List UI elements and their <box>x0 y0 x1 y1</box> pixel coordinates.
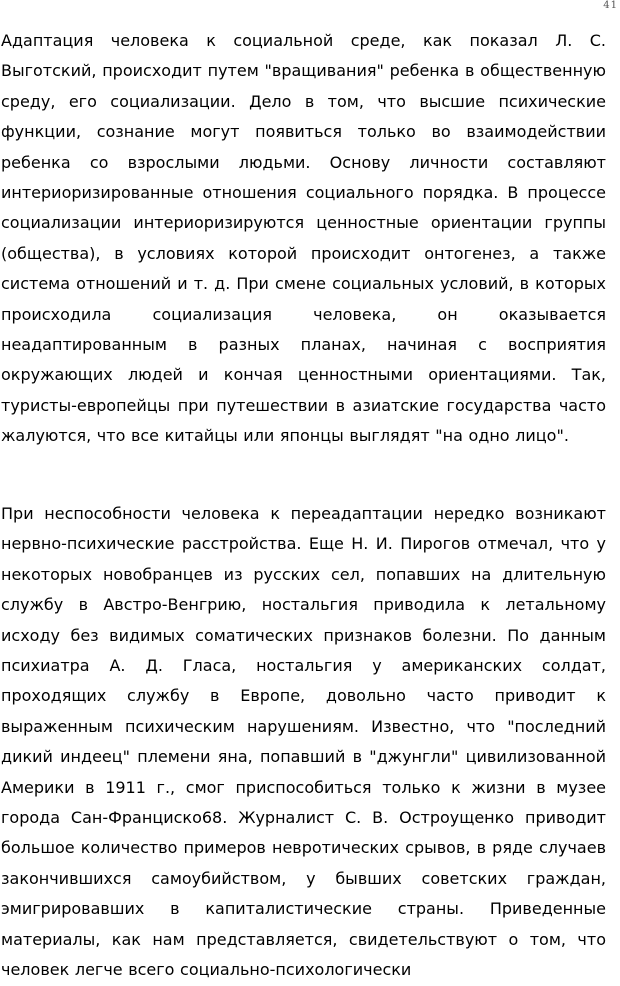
paragraph-adaptation: Адаптация человека к социальной среде, как показал Л. С. Выготский, происходит путем "вращивания" ребенка в общественную среду, его социализации. Дело в том, что высшие психические функции, сознание могут появиться только во взаимодействии ребенка со взрослыми людьми. Основу личности составляют интериоризированные отношения социального порядка. В процессе социализации интериоризируются ценностные ориентации группы (общества), в условиях которой происходит онтогенез, а также система отношений и т. д. При смене социальных условий, в которых происходила социализация человека, он оказывается неадаптированным в разных планах, начиная с восприятия окружающих людей и кончая ценностными ориентациями. Так, туристы-европейцы при путешествии в азиатские государства часто жалуются, что все китайцы или японцы выглядят "на одно лицо". <box>1 31 606 446</box>
paragraph-readaptation: При неспособности человека к переадаптации нередко возникают нервно-психические расстройства. Еще Н. И. Пирогов отмечал, что у некоторых новобранцев из русских сел, попавших на длительную службу в Австро-Венгрию, ностальгия приводила к летальному исходу без видимых соматических признаков болезни. По данным психиатра А. Д. Гласа, ностальгия у американских солдат, проходящих службу в Европе, довольно часто приводит к выраженным психическим нарушениям. Известно, что "последний дикий индеец" племени яна, попавший в "джунгли" цивилизованной Америки в 1911 г., смог приспособиться только к жизни в музее города Сан-Франциско68. Журналист С. В. Остроущенко приводит большое количество примеров невротических срывов, в ряде случаев закончившихся самоубийством, у бывших советских граждан, эмигрировавших в капиталистические страны. Приведенные материалы, как нам представляется, свидетельствуют о том, что человек легче всего социально-психологически <box>1 504 606 980</box>
page-number: 41 <box>603 0 618 11</box>
